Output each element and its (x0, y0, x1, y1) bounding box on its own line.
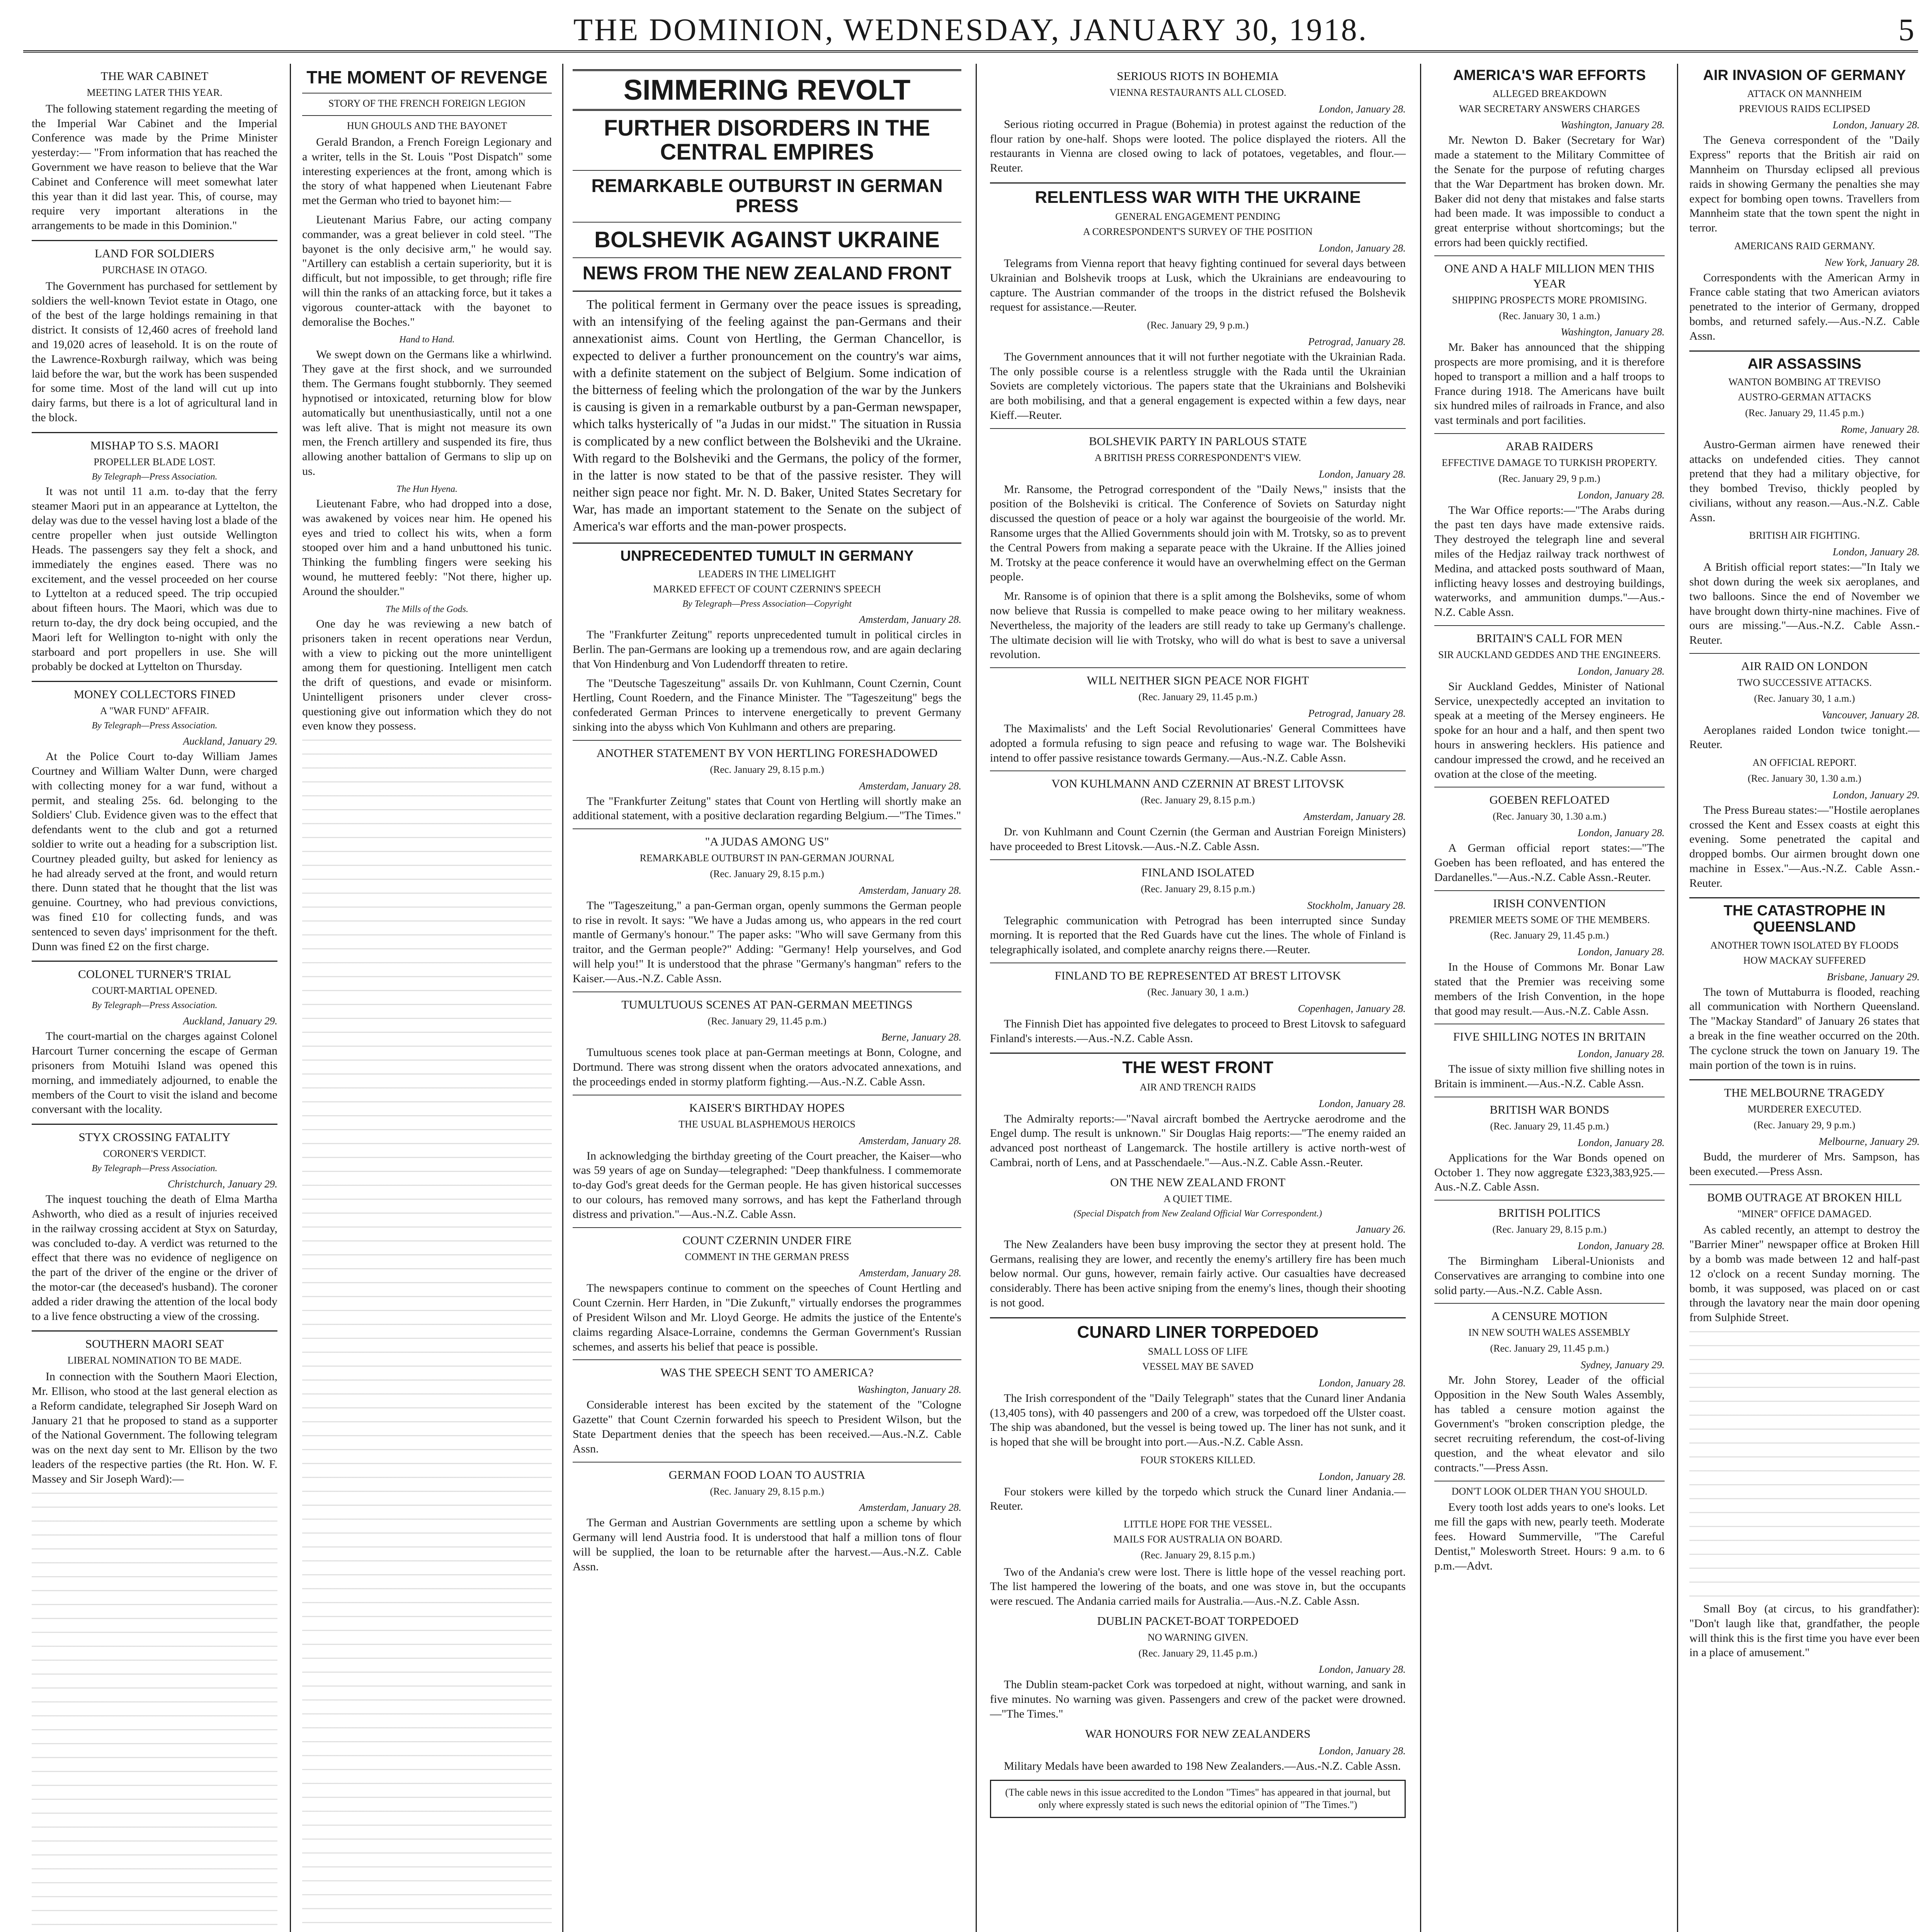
article-text: The War Office reports:—"The Arabs during the past ten days have made extensive raids. They destroyed the telegraph line and several miles of the Hedjaz railway track northwest of Medina, and attacked posts southward of Maan, inflicting heavy losses and destroying buildings, waterworks, and ammunition dumps."—Aus.-N.Z. Cable Assn. (1434, 503, 1665, 619)
dateline: London, January 29. (1833, 789, 1920, 801)
dateline: London, January 28. (1578, 665, 1665, 677)
byline: By Telegraph—Press Association—Copyright (682, 599, 852, 609)
subheadline: PURCHASE IN OTAGO. (102, 264, 207, 276)
headline: BRITAIN'S CALL FOR MEN (1476, 631, 1623, 645)
divider (990, 428, 1406, 429)
divider (573, 828, 961, 829)
headline: THE MELBOURNE TRAGEDY (1724, 1086, 1885, 1100)
article-text: The newspapers continue to comment on the speeches of Count Hertling and Count Czernin. Herr Harden, in "Die Zukunft," virtually endorses the programmes of President Wilson and Mr. Lloyd George. He admits the justice of the Entente's claims regarding Alsace-Lorraine, condemns the German Government's Russian schemes, and asserts his belief that peace is possible. (573, 1282, 961, 1353)
masthead (23, 8, 1918, 53)
advertisement-text: Every tooth lost adds years to one's looks. Let me fill the gaps with new, pearly teeth. Moderate fees. Howard Summerville, "The Careful Dentist," Molesworth Street. Hours: 9 a.m. to 6 p.m.—Advt. (1434, 1501, 1665, 1572)
article-text: Mr. Ransome, the Petrograd correspondent of the "Daily News," insists that the position of the Bolsheviki is critical. The Conference of Soviets on Saturday night discussed the question of peace or a holy war against the bourgeoisie of the world. Mr. Ransome urges that the Allied Governments should join with M. Trotsky, so as to prevent the Central Powers from making a separate peace with the Ukraine. If the Allies joined M. Trotsky at the peace conference it would have an overwhelming effect on the German people. (990, 483, 1406, 583)
dateline: London, January 28. (1578, 1048, 1665, 1060)
received-time: (Rec. January 29, 11.45 p.m.) (1138, 1647, 1257, 1659)
headline: FIVE SHILLING NOTES IN BRITAIN (1453, 1030, 1646, 1044)
article-text: The inquest touching the death of Elma Martha Ashworth, who died as a result of injuries received in the railway crossing accident at Styx on Saturday, was concluded to-day. A verdict was returned to the effect that there was no evidence of negligence on the part of the driver of the engine or the driver of the motor-car (the deceased's husband). The coroner added a rider drawing the attention of the local body to a live fence obstructing a view of the crossing. (32, 1193, 277, 1323)
headline: WAS THE SPEECH SENT TO AMERICA? (660, 1366, 874, 1379)
subheadline: ALLEGED BREAKDOWN (1492, 88, 1607, 99)
dateline: Auckland, January 29. (183, 1015, 277, 1027)
divider (302, 115, 552, 116)
subheadline: COMMENT IN THE GERMAN PRESS (685, 1251, 849, 1262)
crosshead: Hand to Hand. (399, 335, 455, 345)
column-rule (1677, 64, 1678, 1932)
subheadline: TWO SUCCESSIVE ATTACKS. (1737, 677, 1872, 689)
article-text: Mr. John Storey, Leader of the official Opposition in the New South Wales Assembly, has tabled a censure motion against the Government's "broken conscription pledge, the secret recruiting referendum, the cost-of-living question, and the wheat elevator and silo contracts."—Press Assn. (1434, 1373, 1665, 1474)
subheadline: PREMIER MEETS SOME OF THE MEMBERS. (1449, 914, 1650, 925)
dateline: Rome, January 28. (1841, 423, 1920, 435)
dateline: Amsterdam, January 28. (859, 1267, 961, 1279)
text-filler (302, 740, 552, 1932)
headline: STYX CROSSING FATALITY (78, 1130, 231, 1144)
dateline: January 26. (1356, 1223, 1406, 1235)
received-time: (Rec. January 29, 9 p.m.) (1147, 320, 1249, 331)
subheadline: VIENNA RESTAURANTS ALL CLOSED. (1109, 87, 1286, 99)
divider (573, 740, 961, 741)
text-filler (1689, 1331, 1920, 1602)
dateline: Sydney, January 29. (1580, 1359, 1665, 1371)
article-text: The "Frankfurter Zeitung" reports unprecedented tumult in political circles in Berlin. The pan-Germans are looking up a tremendous row, and are again declaring that Von Hindenburg and Von Ludendorff threaten to retire. (573, 628, 961, 670)
divider (1434, 1303, 1665, 1304)
headline: KAISER'S BIRTHDAY HOPES (689, 1100, 845, 1114)
divider (573, 543, 961, 544)
divider (573, 170, 961, 171)
headline: BOMB OUTRAGE AT BROKEN HILL (1707, 1190, 1902, 1204)
subheadline: LIBERAL NOMINATION TO BE MADE. (67, 1355, 242, 1366)
article-text: Dr. von Kuhlmann and Count Czernin (the German and Austrian Foreign Ministers) have proceeded to Brest Litovsk.—Aus.-N.Z. Cable Assn. (990, 825, 1406, 853)
dateline: Petrograd, January 28. (1308, 707, 1406, 719)
headline: AIR INVASION OF GERMANY (1703, 67, 1906, 83)
article-text: The Birmingham Liberal-Unionists and Conservatives are arranging to combine into one solid party.—Aus.-N.Z. Cable Assn. (1434, 1255, 1665, 1297)
divider (1434, 625, 1665, 626)
received-time: (Rec. January 29, 8.15 p.m.) (1141, 794, 1255, 806)
article-text: The town of Muttaburra is flooded, reaching all communication with Northern Queensland. The "Mackay Standard" of January 26 states that a break in the fine weather occurred on the 20th. The cyclone struck the town on January 19. The main portion of the town is in ruins. (1689, 985, 1920, 1071)
article-text: Correspondents with the American Army in France cable stating that two American aviators penetrated to the interior of Germany, dropped bombs, and returned safely.—Aus.-N.Z. Cable Assn. (1689, 271, 1920, 342)
subheadline: "MINER" OFFICE DAMAGED. (1737, 1208, 1872, 1219)
advertisement-head: DON'T LOOK OLDER THAN YOU SHOULD. (1451, 1485, 1648, 1497)
headline: GERMAN FOOD LOAN TO AUSTRIA (668, 1468, 866, 1481)
dateline: Petrograd, January 28. (1308, 335, 1406, 347)
article-text: Sir Auckland Geddes, Minister of National Service, unexpectedly accepted an invitation to speak at a meeting of the Mersey engineers. He spoke for an hour and a half, and then spent two hours in answering hecklers. His patience and candour impressed the crowd, and he received an ovation at the close of the meeting. (1434, 680, 1665, 781)
headline: THE CATASTROPHE IN QUEENSLAND (1723, 903, 1886, 935)
article-text: Aeroplanes raided London twice tonight.—Reuter. (1689, 723, 1920, 751)
received-time: (Rec. January 30, 1 a.m.) (1147, 986, 1248, 998)
headline: VON KUHLMANN AND CZERNIN AT BREST LITOVSK (1051, 777, 1344, 791)
article-text: Telegraphic communication with Petrograd has been interrupted since Sunday morning. It is reported that the Red Guards have cut the lines. The whole of Finland is telegraphically isolated, and complete anarchy reigns there.—Reuter. (990, 914, 1406, 956)
article-text: The Press Bureau states:—"Hostile aeroplanes crossed the Kent and Essex coasts at eight this evening. Some penetrated the capital and dropped bombs. Our airmen brought down one machine in Essex."—Aus.-N.Z. Cable Assn.-Reuter. (1689, 803, 1920, 889)
divider (990, 667, 1406, 668)
dateline: Washington, January 28. (1561, 326, 1665, 338)
subheadline: NO WARNING GIVEN. (1147, 1631, 1248, 1643)
subheadline: MAILS FOR AUSTRALIA ON BOARD. (1113, 1534, 1282, 1545)
dateline: Amsterdam, January 28. (1303, 811, 1406, 823)
received-time: (Rec. January 30, 1.30 a.m.) (1748, 772, 1861, 784)
article-text: The Maximalists' and the Left Social Revolutionaries' General Committees have adopted a formula refusing to sign peace and refusing to wage war. The Bolsheviki intend to offer passive resistance towards Germany.—Aus.-N.Z. Cable Assn. (990, 722, 1406, 764)
headline: FINLAND TO BE REPRESENTED AT BREST LITOVSK (1054, 969, 1341, 983)
headline: ANOTHER STATEMENT BY VON HERTLING FORESHADOWED (596, 746, 938, 760)
article-text: Mr. Newton D. Baker (Secretary for War) made a statement to the Military Committee of the Senate for the purpose of refuting charges that the War Department has broken down. Mr. Baker did not deny that mistakes and false starts had been made. It was impossible to conduct a great enterprise without shortcomings; but the errors had been quickly rectified. (1434, 134, 1665, 249)
divider (990, 770, 1406, 771)
subheadline: EFFECTIVE DAMAGE TO TURKISH PROPERTY. (1442, 457, 1657, 469)
received-time: (Rec. January 30, 1 a.m.) (1754, 692, 1855, 704)
dateline: Amsterdam, January 28. (859, 614, 961, 626)
headline: SERIOUS RIOTS IN BOHEMIA (1117, 69, 1279, 83)
dateline: Stockholm, January 28. (1307, 899, 1406, 911)
received-time: (Rec. January 29, 8.15 p.m.) (710, 1485, 824, 1497)
dateline: London, January 28. (1578, 946, 1665, 958)
article-text: Four stokers were killed by the torpedo which struck the Cunard liner Andania.—Reuter. (990, 1485, 1406, 1513)
subheadline: A CORRESPONDENT'S SURVEY OF THE POSITION (1083, 226, 1313, 238)
headline: AIR ASSASSINS (1747, 355, 1862, 372)
article-text: The Government has purchased for settlement by soldiers the well-known Teviot estate in Otago, one of the best of the large holdings remaining in that district. It consists of 12,460 acres of freehold land and 19,020 acres of leasehold. It is on the route of the Lawrence-Roxburgh railway, which was being laid before the war, but the work has been suspended for some time. Most of the land will cut up into dairy farms, but there is a lot of agricultural land in the block. (32, 279, 277, 424)
article-text: One day he was reviewing a new batch of prisoners taken in recent operations near Verdun, with a view to picking out the more unintelligent among them for questioning. Intelligent men catch the drift of questions, and evade or misinform. Unintelligent prisoners under clever cross-questioning give out information which they do not even know they possess. (302, 617, 552, 733)
dateline: New York, January 28. (1825, 256, 1920, 268)
headline-deck: FURTHER DISORDERS IN THE CENTRAL EMPIRES (604, 115, 930, 165)
subheadline: A QUIET TIME. (1163, 1193, 1232, 1204)
article-text: The following statement regarding the meeting of the Imperial War Cabinet and the Imperial Conference was made by the Prime Minister yesterday:— "From information that has reached the Government we have reason to believe that the War Cabinet and Conference will meet somewhat later this year than it did last year. This, of course, may require very important alterations in the arrangements to be made in this Dominion." (32, 102, 277, 232)
subheadline: REMARKABLE OUTBURST IN PAN-GERMAN JOURNAL (639, 852, 895, 864)
article-text: In connection with the Southern Maori Election, Mr. Ellison, who stood at the last general election as a Reform candidate, telegraphed Sir Joseph Ward on January 21 that he proposed to stand as a supporter of the National Government. The following telegram was on the next day sent to Mr. Ellison by the two leaders of the respective parties (the Rt. Hon. W. F. Massey and Sir Joseph Ward):— (32, 1370, 277, 1485)
subheadline: THE USUAL BLASPHEMOUS HEROICS (679, 1118, 855, 1130)
headline-deck: BOLSHEVIK AGAINST UKRAINE (594, 227, 940, 252)
headline: SOUTHERN MAORI SEAT (85, 1337, 224, 1351)
headline: ON THE NEW ZEALAND FRONT (1110, 1175, 1286, 1189)
subheadline: MURDERER EXECUTED. (1747, 1104, 1862, 1115)
dateline: Washington, January 28. (1561, 119, 1665, 131)
article-text: The court-martial on the charges against Colonel Harcourt Turner concerning the escape of German prisoners from Motuihi Island was opened this morning, and immediately adjourned, to enable the members of the Court to visit the island and become conversant with the locality. (32, 1030, 277, 1116)
dateline: London, January 28. (1319, 468, 1406, 480)
headline: THE WAR CABINET (100, 69, 209, 83)
subheadline: LEADERS IN THE LIMELIGHT (698, 568, 836, 580)
subheadline: AN OFFICIAL REPORT. (1752, 757, 1857, 769)
subheadline: AMERICANS RAID GERMANY. (1734, 240, 1875, 252)
subheadline: MEETING LATER THIS YEAR. (87, 87, 223, 99)
subheadline: IN NEW SOUTH WALES ASSEMBLY (1468, 1327, 1631, 1338)
article-text: The German and Austrian Governments are settling upon a scheme by which Germany will lend Austria food. It is understood that half a million tons of flour will be supplied, the loan to be returnable after the harvest.—Aus.-N.Z. Cable Assn. (573, 1516, 961, 1573)
headline: ONE AND A HALF MILLION MEN THIS YEAR (1444, 261, 1655, 290)
column-5 (1426, 64, 1673, 1932)
received-time: (Rec. January 29, 8.15 p.m.) (710, 764, 824, 775)
subheadline: SIR AUCKLAND GEDDES AND THE ENGINEERS. (1438, 649, 1661, 661)
article-text: Gerald Brandon, a French Foreign Legionary and a writer, tells in the St. Louis "Post Dispatch" some interesting experiences at the front, among which is the story of what happened when Lieutenant Fabre met the German who tried to bayonet him:— (302, 136, 552, 207)
article-text: Military Medals have been awarded to 198 New Zealanders.—Aus.-N.Z. Cable Assn. (1004, 1759, 1401, 1772)
article-text: A German official report states:—"The Goeben has been refloated, and has entered the Dardanelles."—Aus.-N.Z. Cable Assn.-Reuter. (1434, 842, 1665, 884)
article-text: Telegrams from Vienna report that heavy fighting continued for several days between Ukrainian and Bolshevik troops at Lusk, which the Ukrainians are endeavouring to capture. The Austrian commander of the troops in the district refused the Bolshevik request for assistance.—Reuter. (990, 257, 1406, 314)
subheadline: PREVIOUS RAIDS ECLIPSED (1739, 103, 1870, 114)
subheadline: GENERAL ENGAGEMENT PENDING (1115, 211, 1281, 223)
headline: THE MOMENT OF REVENGE (306, 67, 548, 87)
headline: WAR HONOURS FOR NEW ZEALANDERS (1085, 1726, 1311, 1740)
subheadline: VESSEL MAY BE SAVED (1142, 1361, 1253, 1372)
article-text: The Admiralty reports:—"Naval aircraft bombed the Aertrycke aerodrome and the Engel dump. The result is unknown." Sir Douglas Haig reports:—"The enemy raided an advanced post northeast of Langemarck. The hostile artillery is active north-west of Cambrai, north of Lens, and at Passchendaele."—Aus.-N.Z. Cable Assn.-Reuter. (990, 1112, 1406, 1169)
article-text: Tumultuous scenes took place at pan-German meetings at Bonn, Cologne, and Dortmund. There was strong dissent when the orators advocated annexations, and the proceedings ended in stormy platform fighting.—Aus.-N.Z. Cable Assn. (573, 1046, 961, 1088)
subheadline: PROPELLER BLADE LOST. (94, 456, 216, 468)
received-time: (Rec. January 29, 11.45 p.m.) (1490, 1343, 1609, 1354)
dateline: Amsterdam, January 28. (859, 1134, 961, 1146)
subheadline: HUN GHOULS AND THE BAYONET (347, 120, 507, 132)
article-text: In the House of Commons Mr. Bonar Law stated that the Premier was receiving some members of the Irish Convention, in the hope that good may result.—Aus.-N.Z. Cable Assn. (1434, 961, 1665, 1017)
byline: (Special Dispatch from New Zealand Official War Correspondent.) (1073, 1208, 1322, 1219)
dateline: London, January 28. (1319, 103, 1406, 115)
headline: DUBLIN PACKET-BOAT TORPEDOED (1097, 1614, 1299, 1628)
main-headline: SIMMERING REVOLT (573, 69, 961, 111)
headline: BOLSHEVIK PARTY IN PARLOUS STATE (1088, 434, 1307, 448)
subheadline: AUSTRO-GERMAN ATTACKS (1738, 391, 1871, 403)
article-text: In acknowledging the birthday greeting of the Court preacher, the Kaiser—who was 59 years of age on Sunday—telegraphed: "Deep thankfulness. I commemorate to-day God's great deeds for the German people. He has given historical successes to our colours, has removed many sorrows, and has kept the Fatherland through distress and privation."—Aus.-N.Z. Cable Assn. (573, 1149, 961, 1221)
subheadline: BRITISH AIR FIGHTING. (1749, 530, 1860, 541)
dateline: Washington, January 28. (857, 1384, 961, 1396)
divider (1689, 653, 1920, 654)
article-text: Budd, the murderer of Mrs. Sampson, has been executed.—Press Assn. (1689, 1150, 1920, 1178)
dateline: London, January 28. (1578, 489, 1665, 501)
headline: MISHAP TO S.S. MAORI (90, 438, 219, 452)
byline: By Telegraph—Press Association. (92, 720, 218, 731)
article-text: Small Boy (at circus, to his grandfather): "Don't laugh like that, grandfather, the people will think this is the first time you have ever been in a place of amusement." (1689, 1602, 1920, 1659)
divider (1689, 350, 1920, 352)
headline: COUNT CZERNIN UNDER FIRE (682, 1233, 852, 1247)
headline: THE WEST FRONT (1122, 1058, 1274, 1077)
divider (32, 1124, 277, 1125)
headline: A CENSURE MOTION (1491, 1309, 1608, 1323)
article-text: We swept down on the Germans like a whirlwind. They gave at the first shock, and we surrounded them. The Germans fought stubbornly. They seemed hypnotised or intoxicated, returning blow for blow automatically but unenthusiastically, until not a one was left alive. That is might not measure its own men, the French artillery and suspended its fire, thus allowing another battalion of Germans to slip up on us. (302, 348, 552, 478)
divider (573, 1227, 961, 1228)
headline: COLONEL TURNER'S TRIAL (78, 967, 231, 981)
headline-deck: REMARKABLE OUTBURST IN GERMAN PRESS (591, 175, 943, 216)
article-text: Mr. Ransome is of opinion that there is a split among the Bolsheviks, some of whom now believe that Russia is compelled to make peace owing to her military weakness. Nevertheless, the majority of the leaders are still ready to take up Germany's challenge. The ultimate decision will lie with Trotsky, who will do what is best to save a universal revolution. (990, 590, 1406, 661)
article-text: The "Frankfurter Zeitung" states that Count von Hertling will shortly make an additional statement, with a positive declaration regarding Belgium.—"The Times." (573, 794, 961, 822)
dateline: Vancouver, January 28. (1821, 709, 1920, 721)
subheadline: ATTACK ON MANNHEIM (1747, 88, 1862, 99)
headline: ARAB RAIDERS (1505, 439, 1594, 453)
column-2 (294, 64, 560, 1932)
received-time: (Rec. January 29, 11.45 p.m.) (1745, 407, 1864, 418)
dateline: Christchurch, January 29. (168, 1178, 277, 1190)
column-3 (564, 64, 970, 1932)
subheadline: WAR SECRETARY ANSWERS CHARGES (1459, 103, 1640, 114)
subheadline: HOW MACKAY SUFFERED (1743, 954, 1866, 966)
article-text: At the Police Court to-day William James Courtney and William Walter Dunn, were charged with collecting money for a war fund, without a permit, and stealing 25s. 6d. belonging to the Soldiers' Club. Evidence given was to the effect that defendants went to the club and got a returned soldier to write out a heading for a subscription list. Courtney pleaded guilty, but asked for leniency as he had already served at the front, and would return there. Dunn stated that he thought that the list was genuine. Courtney, who had previous convictions, was fined £10 for collecting funds, and was sentenced to seven days' imprisonment for the theft. Dunn was fined £2 on the first charge. (32, 750, 277, 953)
received-time: (Rec. January 29, 8.15 p.m.) (710, 868, 824, 879)
divider (1434, 255, 1665, 256)
dateline: Amsterdam, January 28. (859, 780, 961, 792)
byline: By Telegraph—Press Association. (92, 471, 218, 482)
headline: MONEY COLLECTORS FINED (73, 687, 236, 701)
received-time: (Rec. January 29, 8.15 p.m.) (1141, 883, 1255, 895)
dateline: Copenhagen, January 28. (1298, 1002, 1406, 1014)
dateline: London, January 28. (1578, 1240, 1665, 1252)
dateline: Auckland, January 29. (183, 735, 277, 747)
article-text: Lieutenant Marius Fabre, our acting company commander, was a great believer in cold steel. "The bayonet is the only decisive arm," he would say. "Artillery can establish a certain superiority, but it is difficult, but not impossible, to get through; rifle fire will thin the ranks of an attacking force, but it takes a vigorous counter-attack with the bayonet to demoralise the Boches." (302, 213, 552, 328)
article-intro: The political ferment in Germany over the peace issues is spreading, with an intensifying of the feeling against the pan-Germans and their annexationist aims. Count von Hertling, the German Chancellor, is expected to deliver a further pronouncement on the country's war aims, with a definite statement on the subject of Belgium. Some indication of the bitterness of feeling which the prolongation of the war by the Junkers is causing is given in a remarkable outburst by a pan-German newspaper, which talks hysterically of "a Judas in our midst." The situation in Russia is complicated by a new conflict between the Bolsheviki and the Ukraine. With regard to the Bolsheviki and the Germans, the policy of the former, in the latter is now stated to be that of the passive resister. They will neither sign peace nor fight. Mr. N. D. Baker, United States Secretary for War, has made an important statement to the Senate on the subject of America's war efforts and the man-power prospects. (573, 298, 961, 534)
dateline: London, January 28. (1319, 1745, 1406, 1757)
dateline: London, January 28. (1578, 1136, 1665, 1148)
headline: "A JUDAS AMONG US" (705, 835, 829, 849)
article-text: The Geneva correspondent of the "Daily Express" reports that the British air raid on Mannheim on Thursday eclipsed all previous raids in showing Germany the penalties she may expect for bombing open towns. Travellers from Mannheim state that the town spent the night in terror. (1689, 134, 1920, 235)
divider (573, 291, 961, 292)
subheadline: COURT-MARTIAL OPENED. (92, 985, 218, 997)
article-text: Applications for the War Bonds opened on October 1. They now aggregate £323,383,925.—Aus.-N.Z. Cable Assn. (1434, 1151, 1665, 1194)
received-time: (Rec. January 29, 11.45 p.m.) (707, 1015, 827, 1027)
masthead-title: THE DOMINION, WEDNESDAY, JANUARY 30, 1918. (573, 12, 1368, 47)
divider (990, 859, 1406, 860)
divider (573, 1462, 961, 1463)
column-4 (981, 64, 1414, 1932)
subheadline: A BRITISH PRESS CORRESPONDENT'S VIEW. (1094, 452, 1301, 463)
subheadline: LITTLE HOPE FOR THE VESSEL. (1124, 1519, 1272, 1530)
editorial-notice: (The cable news in this issue accredited to the London "Times" has appeared in that journal, but only where expressly stated is such news the editorial opinion of "The Times.") (990, 1780, 1406, 1818)
article-text: It was not until 11 a.m. to-day that the ferry steamer Maori put in an appearance at Lyttelton, the delay was due to the vessel having lost a blade of the centre propeller when just outside Wellington Heads. The passengers say they felt a shock, and immediately the engines eased. There was no excitement, and the vessel proceeded on her course to Lyttelton at a reduced speed. The trip occupied about fifteen hours. The Maori, which was due to return to-day, the dry dock being occupied, and the Maori left for Wellington to-night with only the starboard and port propellers in use. She will probably be docked at Lyttelton on Thursday. (32, 485, 277, 673)
divider (302, 93, 552, 94)
article-text: As cabled recently, an attempt to destroy the "Barrier Miner" newspaper office at Broken Hill by a bomb was made between 12 and half-past 12 o'clock on a recent Sunday morning. The bomb, it was supposed, was placed on or cast through the lavatory near the main door opening from Sulphide Street. (1689, 1223, 1920, 1324)
received-time: (Rec. January 29, 11.45 p.m.) (1490, 930, 1609, 941)
divider (32, 432, 277, 433)
divider (32, 1330, 277, 1332)
column-1 (23, 64, 286, 1932)
crosshead: The Hun Hyena. (396, 484, 457, 494)
headline: FINLAND ISOLATED (1141, 865, 1254, 879)
divider (990, 1053, 1406, 1054)
divider (1689, 897, 1920, 898)
headline: WILL NEITHER SIGN PEACE NOR FIGHT (1087, 673, 1309, 687)
byline: By Telegraph—Press Association. (92, 1163, 218, 1173)
crosshead: The Mills of the Gods. (386, 604, 468, 614)
article-text: The "Tageszeitung," a pan-German organ, openly summons the German people to rise in revolt. It says: "We have a Judas among us, who appears in the red court mantle of Germany's honour." The paper asks: "Who will save Germany from this traitor, and the German people?" Adding: "Germany! Help yourselves, and God will help you!" It is understood that the phrase "Germany's hangman" refers to the Kaiser.—Aus.-N.Z. Cable Assn. (573, 899, 961, 985)
headline: RELENTLESS WAR WITH THE UKRAINE (1035, 188, 1361, 207)
article-text: Mr. Baker has announced that the shipping prospects are more promising, and it is therefore hoped to transport a million and a half troops to France during 1918. The Americans have built six hundred miles of railroads in France, and also vast terminals and port facilities. (1434, 341, 1665, 427)
headline: UNPRECEDENTED TUMULT IN GERMANY (620, 548, 914, 564)
dateline: London, January 28. (1319, 1663, 1406, 1675)
subheadline: STORY OF THE FRENCH FOREIGN LEGION (328, 97, 526, 109)
article-text: Lieutenant Fabre, who had dropped into a dose, was awakened by voices near him. He opened his eyes and tried to collect his wits, when a form stooped over him and a hand unbuttoned his tunic. Thinking the fumbling fingers were seeking his wound, he muttered feebly: "Not there, higher up. Around the shoulder." (302, 497, 552, 598)
divider (990, 1317, 1406, 1318)
received-time: (Rec. January 29, 9 p.m.) (1498, 473, 1600, 484)
article-text: Austro-German airmen have renewed their attacks on undefended cities. They cannot pretend that they had a military objective, for they bombed Treviso, thickly peopled by civilians, without any reason.—Aus.-N.Z. Cable Assn. (1689, 438, 1920, 524)
article-text: The "Deutsche Tageszeitung" assails Dr. von Kuhlmann, Count Czernin, Count Hertling, Count Roedern, and the Finance Minister. The "Tageszeitung" begs the confederated German Princes to intervene energetically to prevent Germany sinking into the abyss which Von Kuhlmann and others are preparing. (573, 677, 961, 733)
divider (573, 257, 961, 258)
dateline: London, January 28. (1319, 1470, 1406, 1482)
text-filler (32, 1493, 277, 1932)
subheadline: FOUR STOKERS KILLED. (1140, 1454, 1255, 1466)
received-time: (Rec. January 29, 11.45 p.m.) (1138, 691, 1257, 703)
divider (32, 961, 277, 962)
received-time: (Rec. January 30, 1.30 a.m.) (1493, 811, 1606, 822)
divider (32, 681, 277, 682)
dateline: London, January 28. (1319, 1097, 1406, 1109)
subheadline: ANOTHER TOWN ISOLATED BY FLOODS (1710, 940, 1899, 951)
divider (1434, 890, 1665, 891)
article-text: The Government announces that it will not further negotiate with the Ukrainian Rada. The only possible course is a relentless struggle with the Rada until the Ukrainian Soviets are completely victorious. The papers state that the Ukrainians and Bolsheviki are both mobilising, and that a general engagement is expected within a few days, near Kieff.—Reuter. (990, 350, 1406, 422)
divider (573, 1359, 961, 1360)
headline-deck: NEWS FROM THE NEW ZEALAND FRONT (582, 263, 952, 284)
dateline: Amsterdam, January 28. (859, 884, 961, 896)
received-time: (Rec. January 29, 8.15 p.m.) (1141, 1549, 1255, 1561)
headline: TUMULTUOUS SCENES AT PAN-GERMAN MEETINGS (621, 997, 913, 1011)
article-text: A British official report states:—"In Italy we shot down during the week six aeroplanes, and two balloons. Since the end of November we have brought down thirty-nine machines. Five of ours are missing."—Aus.-N.Z. Cable Assn.-Reuter. (1689, 561, 1920, 647)
headline: BRITISH WAR BONDS (1490, 1103, 1609, 1117)
subheadline: SHIPPING PROSPECTS MORE PROMISING. (1452, 294, 1647, 306)
headline: AIR RAID ON LONDON (1741, 659, 1868, 673)
divider (1689, 1079, 1920, 1080)
column-rule (562, 64, 563, 1932)
dateline: London, January 28. (1833, 546, 1920, 558)
column-6 (1681, 64, 1928, 1932)
article-text: The Dublin steam-packet Cork was torpedoed at night, without warning, and sank in five minutes. No warning was given. Passengers and crew of the packet were drowned.—"The Times." (990, 1678, 1406, 1721)
divider (32, 240, 277, 241)
headline: CUNARD LINER TORPEDOED (1077, 1322, 1319, 1342)
page-number: 5 (1898, 12, 1914, 47)
dateline: Brisbane, January 29. (1827, 971, 1920, 983)
received-time: (Rec. January 30, 1 a.m.) (1499, 310, 1600, 321)
received-time: (Rec. January 29, 8.15 p.m.) (1492, 1224, 1607, 1235)
article-text: Considerable interest has been excited by the statement of the "Cologne Gazette" that Count Czernin forwarded his speech to President Wilson, but the State Department denies that the speech has been received.—Aus.-N.Z. Cable Assn. (573, 1398, 961, 1455)
received-time: (Rec. January 29, 11.45 p.m.) (1490, 1121, 1609, 1132)
article-text: The Finnish Diet has appointed five delegates to proceed to Brest Litovsk to safeguard Finland's interests.—Aus.-N.Z. Cable Assn. (990, 1017, 1406, 1045)
column-rule (1420, 64, 1421, 1932)
subheadline: A "WAR FUND" AFFAIR. (100, 705, 209, 717)
dateline: Melbourne, January 29. (1819, 1135, 1920, 1147)
dateline: Berne, January 28. (881, 1031, 961, 1043)
dateline: Amsterdam, January 28. (859, 1502, 961, 1514)
received-time: (Rec. January 29, 9 p.m.) (1753, 1119, 1855, 1131)
subheadline: CORONER'S VERDICT. (103, 1148, 206, 1160)
headline: LAND FOR SOLDIERS (94, 246, 215, 260)
divider (1434, 433, 1665, 434)
dateline: London, January 28. (1319, 242, 1406, 254)
article-text: The New Zealanders have been busy improving the sector they at present hold. The Germans, realising they are lower, and recently the enemy's artillery fire has been much below normal. Our guns, however, remain fairly active. Our casualties have decreased considerably. There has been active sniping from the enemy's lines, though their shooting is not good. (990, 1238, 1406, 1310)
dateline: London, January 28. (1833, 119, 1920, 131)
article-text: The issue of sixty million five shilling notes in Britain is imminent.—Aus.-N.Z. Cable Assn. (1434, 1063, 1665, 1090)
divider (573, 222, 961, 223)
subheadline: SMALL LOSS OF LIFE (1148, 1346, 1248, 1357)
divider (990, 182, 1406, 184)
headline: GOEBEN REFLOATED (1489, 793, 1610, 807)
headline: AMERICA'S WAR EFFORTS (1453, 67, 1646, 83)
headline: IRISH CONVENTION (1493, 896, 1606, 910)
subheadline: AIR AND TRENCH RAIDS (1139, 1081, 1256, 1093)
article-text: Two of the Andania's crew were lost. There is little hope of the vessel reaching port. The list hampered the lowering of the boats, and one was stove in, but the occupants were rescued. The Andania carried mails for Australia.—Aus.-N.Z. Cable Assn. (990, 1565, 1406, 1608)
headline: BRITISH POLITICS (1498, 1206, 1601, 1220)
column-rule (976, 64, 977, 1932)
dateline: London, January 28. (1319, 1377, 1406, 1389)
dateline: London, January 28. (1578, 827, 1665, 839)
divider (1434, 1200, 1665, 1201)
subheadline: WANTON BOMBING AT TREVISO (1728, 376, 1881, 388)
byline: By Telegraph—Press Association. (92, 1000, 218, 1011)
divider (1689, 1184, 1920, 1185)
article-text: The Irish correspondent of the "Daily Telegraph" states that the Cunard liner Andania (13,405 tons), with 40 passengers and 200 of a crew, was torpedoed off the Ulster coast. The ship was abandoned, but the vessel is being towed up. The liner has not sunk, and it is hoped that she will be brought into port.—Aus.-N.Z. Cable Assn. (990, 1391, 1406, 1449)
article-text: Serious rioting occurred in Prague (Bohemia) in protest against the reduction of the flour ration by one-half. Shops were looted. The police displayed the rioters. All the restaurants in Vienna are closed owing to lack of potatoes, vegetables, and flour.—Reuter. (990, 117, 1406, 175)
column-rule (290, 64, 291, 1932)
subheadline: MARKED EFFECT OF COUNT CZERNIN'S SPEECH (653, 583, 881, 595)
